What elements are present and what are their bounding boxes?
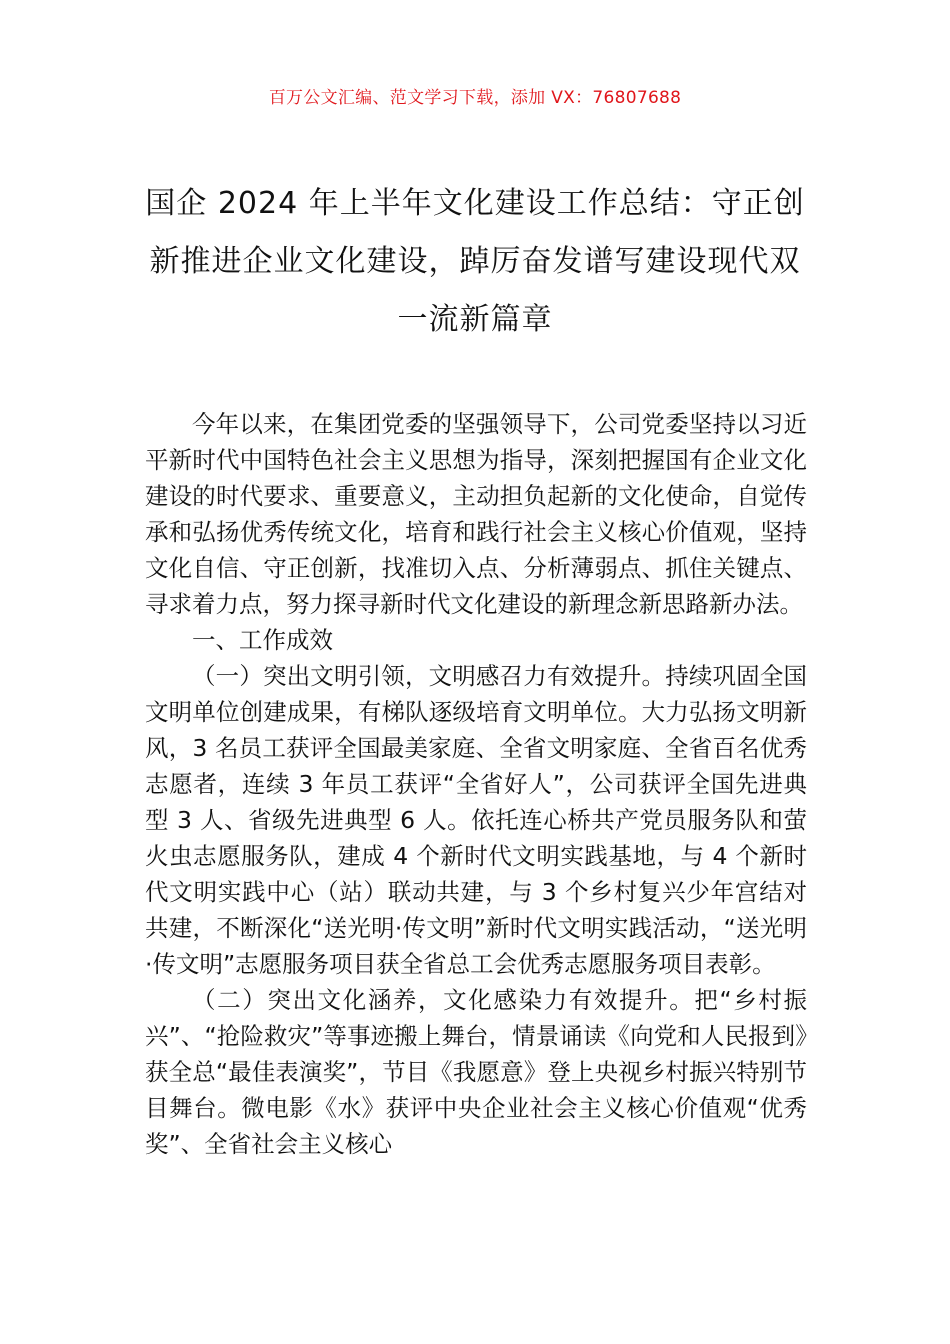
subsection-2-paragraph: （二）突出文化涵养，文化感染力有效提升。把“乡村振兴”、“抢险救灾”等事迹搬上舞台，情景诵读《向党和人民报到》获全总“最佳表演奖”，节目《我愿意》登上央视乡村振兴特别节目舞台。微电影《水》获评中央企业社会主义核心价值观“优秀奖”、全省社会主义核心 bbox=[145, 986, 807, 1158]
intro-paragraph: 今年以来，在集团党委的坚强领导下，公司党委坚持以习近平新时代中国特色社会主义思想为指导，深刻把握国有企业文化建设的时代要求、重要意义，主动担负起新的文化使命，自觉传承和弘扬优秀传统文化，培育和践行社会主义核心价值观，坚持文化自信、守正创新，找准切入点、分析薄弱点、抓住关键点、寻求着力点，努力探寻新时代文化建设的新理念新思路新办法。 bbox=[145, 410, 807, 618]
subsection-1-paragraph: （一）突出文明引领，文明感召力有效提升。持续巩固全国文明单位创建成果，有梯队逐级培育文明单位。大力弘扬文明新风，3 名员工获评全国最美家庭、全省文明家庭、全省百名优秀志愿者，连续 3 年员工获评“全省好人”，公司获评全国先进典型 3 人、省级先进典型 6 人。依托连心桥共产党员服务队和萤火虫志愿服务队，建成 4 个新时代文明实践基地，与 4 个新时代文明实践中心（站）联动共建，与 3 个乡村复兴少年宫结对共建，不断深化“送光明·传文明”新时代文明实践活动，“送光明·传文明”志愿服务项目获全省总工会优秀志愿服务项目表彰。 bbox=[145, 662, 807, 978]
document-body bbox=[145, 406, 807, 1162]
document-title: 国企 2024 年上半年文化建设工作总结：守正创新推进企业文化建设，踔厉奋发谱写建设现代双一流新篇章 bbox=[145, 186, 805, 337]
section-heading: 一、工作成效 bbox=[192, 626, 333, 654]
header-note: 百万公文汇编、范文学习下载，添加 VX：76807688 bbox=[268, 88, 682, 108]
